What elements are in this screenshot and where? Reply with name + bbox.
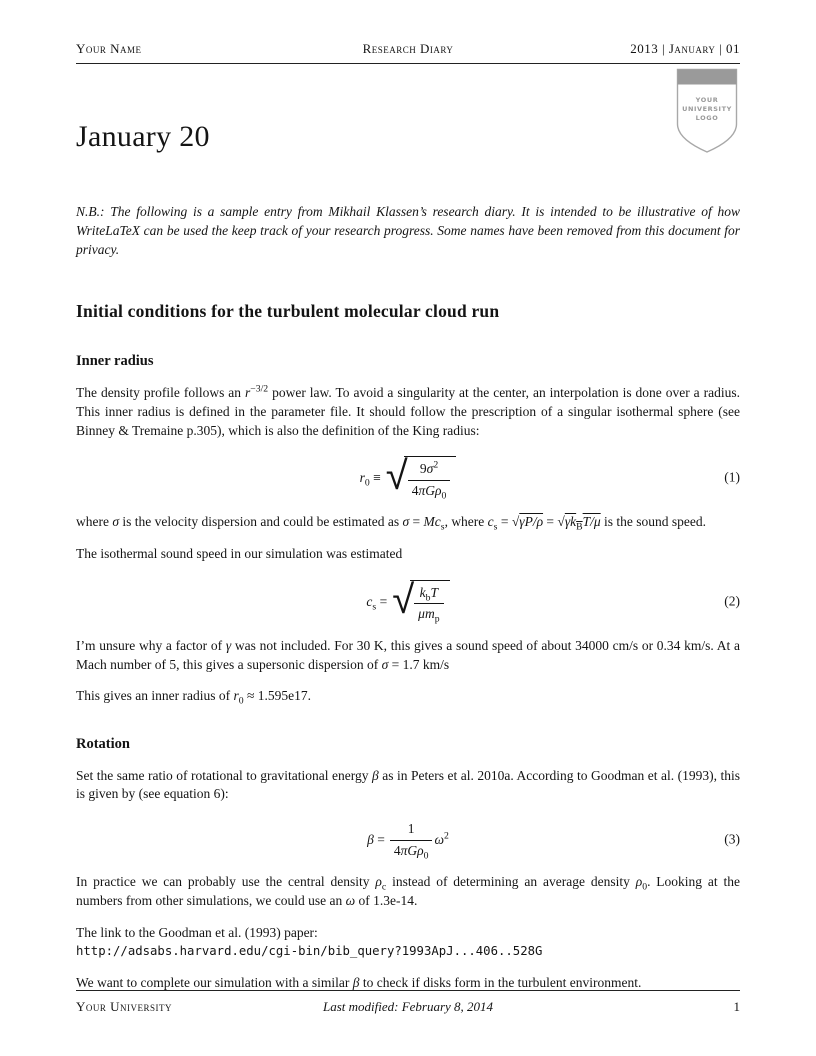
nb-note: N.B.: The following is a sample entry from Mikhail Klassen’s research diary. It is intended to be illustrative of how WriteLaTeX can be used the keep track of your research progress. Some names have been removed from this document for privacy. [76, 204, 740, 257]
radical-sign-icon: √ [385, 453, 408, 500]
university-logo [676, 68, 738, 154]
fraction-numerator: $9\sigma^2$ [408, 460, 451, 481]
shield-top-band [678, 70, 737, 85]
equation-2-lhs: $c_s$ = [366, 593, 388, 613]
paragraph-velocity-dispersion: where σ is the velocity dispersion and could be estimated as $\sigma = Mc_s$, where $c_s = √\gamma P/\rho = √\gamma k_BT/\mu$ is the sound speed. [76, 514, 707, 534]
footer-last-modified: Last modified: February 8, 2014 [322, 999, 494, 1015]
paragraph-goodman-link [76, 924, 740, 961]
subsection-heading-rotation: Rotation [76, 735, 130, 752]
footer-university: Your University [76, 999, 173, 1015]
equation-3-omega: $\omega^2$ [434, 830, 449, 847]
section-heading: Initial conditions for the turbulent molecular cloud run [76, 301, 500, 322]
logo-text-line3: LOGO [695, 114, 719, 122]
paragraph-density-profile: The density profile follows an $r^{-3/2}$ power law. To avoid a singularity at the center, an interpolation is done over a radius. This inner radius is defined in the parameter file. It should follow the prescription of a singular isothermal sphere (see Binney & Tremaine p.305), which is also the definition of the King radius: [76, 383, 740, 438]
logo-text-line1: YOUR [695, 96, 719, 104]
footer-page-number: 1 [733, 999, 741, 1015]
doc-footer [76, 990, 740, 1016]
equation-3-lhs: β = [367, 831, 385, 847]
fraction-denominator: 4πGρ$_0$ [393, 842, 429, 862]
goodman-link-label: The link to the Goodman et al. (1993) paper: [76, 924, 318, 940]
fraction [414, 584, 443, 624]
equation-2-number: (2) [724, 593, 740, 609]
fraction-numerator: $k_bT$ [414, 584, 443, 605]
paragraph-rotation-ratio: Set the same ratio of rotational to gravitational energy β as in Peters et al. 2010a. According to Goodman et al. (1993), this is given by (see equation 6): [76, 767, 740, 802]
paragraph-conclusion: We want to complete our simulation with a similar β to check if disks form in the turbulent environment. [76, 974, 642, 990]
header-author: Your Name [76, 41, 142, 56]
header-doc-title: Research Diary [362, 41, 454, 56]
paragraph-inner-radius-value: This gives an inner radius of $r_0 \approx 1.595e17$. [76, 688, 311, 707]
fraction-denominator: $\mu m_p$ [418, 606, 440, 626]
fraction [390, 820, 433, 860]
equation-3 [76, 820, 740, 860]
equation-1-number: (1) [724, 470, 740, 486]
doc-header [76, 40, 740, 58]
equation-1-lhs: $r_0$ ≡ [359, 470, 381, 489]
header-date: 2013 | January | 01 [630, 41, 741, 56]
fraction-numerator: 1 [390, 820, 433, 841]
fraction-denominator: 4πGρ$_0$ [411, 482, 447, 502]
radical-sign-icon: √ [392, 576, 415, 623]
university-logo-shield [676, 68, 738, 154]
equation-2 [76, 576, 740, 626]
paragraph-isothermal-sound-speed: The isothermal sound speed in our simulation was estimated [76, 546, 403, 562]
equation-3-number: (3) [724, 831, 740, 847]
header-rule [76, 63, 740, 64]
subsection-heading-inner-radius: Inner radius [76, 353, 154, 370]
goodman-url[interactable]: http://adsabs.harvard.edu/cgi-bin/bib_query?1993ApJ...406..528G [76, 944, 543, 959]
radical [392, 576, 449, 626]
paragraph-gamma-factor: I’m unsure why a factor of γ was not included. For 30 K, this gives a sound speed of about 34000 cm/s or 0.34 km/s. At a Mach number of 5, this gives a supersonic dispersion of σ = 1.7 km/s [76, 637, 741, 672]
fraction [408, 460, 451, 500]
entry-title: January 20 [76, 119, 210, 153]
equation-1 [76, 453, 740, 502]
logo-text-line2: UNIVERSITY [682, 105, 732, 113]
radical [385, 453, 457, 502]
paragraph-central-density: In practice we can probably use the central density $\rho_c$ instead of determining an average density $\rho_0$. Looking at the numbers from other simulations, we could use an ω of 1.3e-14. [76, 874, 741, 908]
